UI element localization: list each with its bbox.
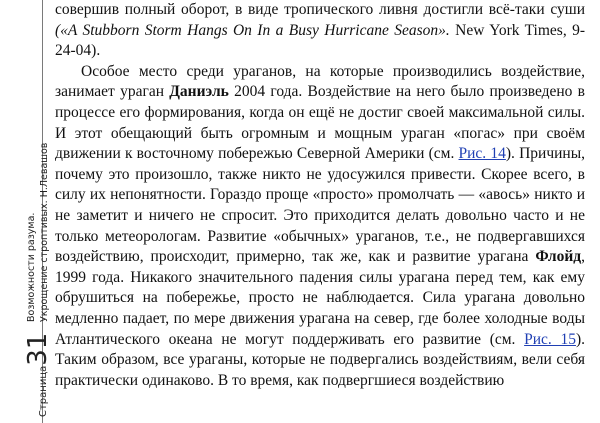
sidebar-rotated-block xyxy=(11,7,51,417)
page-sidebar xyxy=(9,0,53,423)
paragraph-1 xyxy=(55,0,585,62)
hurricane-name-floyd: Флойд xyxy=(535,248,582,266)
p2-text-b: 2004 года. Воздействие на него было произведено в процессе его формирования, когда он ещё не достиг своей максимальной силы. И этот обещающий быть огромным и мощным ураган «погас» при своём движении к восточному побережью Северной Америки (см. xyxy=(55,83,585,163)
hurricane-name-daniel: Даниэль xyxy=(169,83,229,101)
page-label: Страница xyxy=(38,365,49,417)
p1-citation-title: («A Stubborn Storm Hangs On In a Busy Hurricane Season». xyxy=(55,21,450,39)
page-content xyxy=(55,0,585,391)
page-indicator xyxy=(25,333,51,417)
p1-text-b: New York Times, 9-24-04). xyxy=(55,21,586,60)
figure-15-link[interactable]: Рис. 15 xyxy=(524,330,576,348)
title-line-2: Укрощение строптивых. Н.Левашов xyxy=(39,142,50,322)
p2-text-e: ). Таким образом, все ураганы, которые не подвергались воздействиям, вели себя практически одинаково. В то время, как подвергшиеся воздействию xyxy=(55,330,586,389)
document-title xyxy=(25,143,51,322)
p2-text-d: , 1999 года. Никакого значительного падения силы урагана перед тем, как ему обрушиться на побережье, просто не наблюдается. Сила урагана довольно медленно падает, по мере движения урагана на север, где более холодные воды Атлантического океана не могут поддерживать его развитие (см. xyxy=(55,248,585,348)
paragraph-2 xyxy=(55,62,585,392)
p2-text-a: Особое место среди ураганов, на которые производились воздействие, занимает ураган xyxy=(55,62,585,101)
page-number: 31 xyxy=(23,332,53,366)
p1-text-a: совершив полный оборот, в виде тропического ливня достигли всё-таки суши xyxy=(55,1,585,18)
figure-14-link[interactable]: Рис. 14 xyxy=(458,145,506,163)
title-line-1: Возможности разума. xyxy=(26,212,37,322)
p2-text-c: ). Причины, почему это произошло, также никто не удосужился привести. Скорее всего, в силу их непонятности. Гораздо проще «просто» промолчать — «авось» никто и не заметит и ничего не спросит. Это приходится делать довольно часто и не только метеорологам. Развитие «обычных» ураганов, т.е., не подвергавшихся воздействию, происходит, примерно, так же, как и развитие урагана xyxy=(55,145,586,266)
